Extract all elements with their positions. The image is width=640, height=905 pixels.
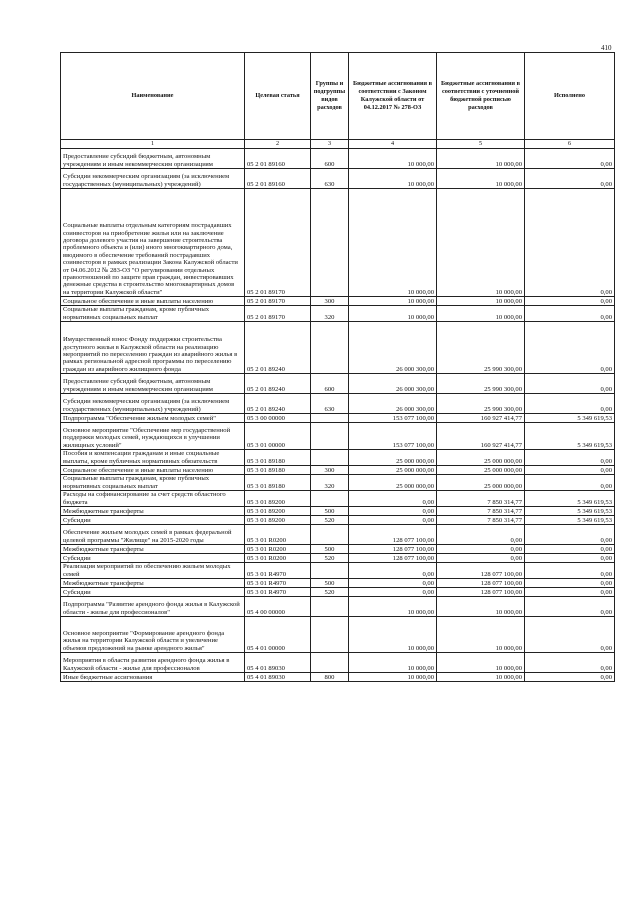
row-executed-amount-cell: 5 349 619,53 bbox=[525, 423, 615, 450]
row-law-amount-cell: 0,00 bbox=[349, 507, 437, 516]
row-executed-amount-cell: 0,00 bbox=[525, 563, 615, 579]
header-code: Целевая статья bbox=[245, 53, 311, 140]
row-executed-amount-cell: 0,00 bbox=[525, 545, 615, 554]
row-law-amount-cell: 10 000,00 bbox=[349, 149, 437, 169]
column-number: 6 bbox=[525, 140, 615, 149]
row-executed-amount-cell: 5 349 619,53 bbox=[525, 507, 615, 516]
row-group-cell bbox=[311, 414, 349, 423]
row-executed-amount-cell: 0,00 bbox=[525, 617, 615, 653]
table-row bbox=[61, 673, 615, 682]
table-row bbox=[61, 374, 615, 394]
row-executed-amount-cell: 0,00 bbox=[525, 149, 615, 169]
row-refined-amount-cell: 7 850 314,77 bbox=[437, 516, 525, 525]
row-name-cell: Подпрограмма "Развитие арендного фонда жилья в Калужской области - жилье для профессионалов" bbox=[61, 597, 245, 617]
row-executed-amount-cell: 0,00 bbox=[525, 189, 615, 297]
row-group-cell: 800 bbox=[311, 673, 349, 682]
row-executed-amount-cell: 0,00 bbox=[525, 322, 615, 374]
table-row bbox=[61, 617, 615, 653]
table-body bbox=[61, 149, 615, 682]
row-law-amount-cell: 128 077 100,00 bbox=[349, 545, 437, 554]
row-law-amount-cell: 10 000,00 bbox=[349, 673, 437, 682]
row-name-cell: Подпрограмма "Обеспечение жильем молодых семей" bbox=[61, 414, 245, 423]
row-name-cell: Социальные выплаты отдельным категориям пострадавших соинвесторов на приобретение жилья или на заключение договора долевого участия на завершение строительства проблемного объекта и (или) иного многоквартирного дома, вводимого в обеспечение требований пострадавших соинвесторов в рамках реализации Закона Калужской области от 04.06.2012 № 283-ОЗ "О регулировании отдельных правоотношений по защите прав граждан, инвестировавших денежные средства в строительство многоквартирных домов на территории Калужской области" bbox=[61, 189, 245, 297]
row-code-cell: 05 3 01 R0200 bbox=[245, 554, 311, 563]
table-row bbox=[61, 545, 615, 554]
row-refined-amount-cell: 0,00 bbox=[437, 554, 525, 563]
header-executed: Исполнено bbox=[525, 53, 615, 140]
row-name-cell: Иные бюджетные ассигнования bbox=[61, 673, 245, 682]
row-law-amount-cell: 153 077 100,00 bbox=[349, 414, 437, 423]
row-executed-amount-cell: 5 349 619,53 bbox=[525, 414, 615, 423]
row-group-cell bbox=[311, 563, 349, 579]
row-law-amount-cell: 10 000,00 bbox=[349, 189, 437, 297]
row-refined-amount-cell: 25 000 000,00 bbox=[437, 450, 525, 466]
row-refined-amount-cell: 10 000,00 bbox=[437, 306, 525, 322]
row-refined-amount-cell: 7 850 314,77 bbox=[437, 507, 525, 516]
row-refined-amount-cell: 0,00 bbox=[437, 545, 525, 554]
row-law-amount-cell: 128 077 100,00 bbox=[349, 525, 437, 545]
row-code-cell: 05 3 01 00000 bbox=[245, 423, 311, 450]
row-name-cell: Основное мероприятие "Обеспечение мер государственной поддержки молодых семей, нуждающихся в улучшении жилищных условий" bbox=[61, 423, 245, 450]
row-name-cell: Социальные выплаты гражданам, кроме публичных нормативных социальных выплат bbox=[61, 475, 245, 491]
row-law-amount-cell: 26 000 300,00 bbox=[349, 374, 437, 394]
row-law-amount-cell: 0,00 bbox=[349, 516, 437, 525]
row-name-cell: Субсидии bbox=[61, 554, 245, 563]
row-executed-amount-cell: 0,00 bbox=[525, 673, 615, 682]
row-code-cell: 05 2 01 89160 bbox=[245, 149, 311, 169]
row-code-cell: 05 4 00 00000 bbox=[245, 597, 311, 617]
row-law-amount-cell: 10 000,00 bbox=[349, 297, 437, 306]
row-executed-amount-cell: 0,00 bbox=[525, 450, 615, 466]
row-law-amount-cell: 0,00 bbox=[349, 588, 437, 597]
row-refined-amount-cell: 10 000,00 bbox=[437, 169, 525, 189]
row-group-cell bbox=[311, 450, 349, 466]
row-law-amount-cell: 26 000 300,00 bbox=[349, 394, 437, 414]
row-code-cell: 05 3 01 R4970 bbox=[245, 563, 311, 579]
header-group: Группы и подгруппы видов расходов bbox=[311, 53, 349, 140]
row-law-amount-cell: 0,00 bbox=[349, 491, 437, 507]
row-group-cell: 520 bbox=[311, 588, 349, 597]
row-code-cell: 05 2 01 89240 bbox=[245, 394, 311, 414]
row-executed-amount-cell: 0,00 bbox=[525, 475, 615, 491]
row-code-cell: 05 4 01 00000 bbox=[245, 617, 311, 653]
row-name-cell: Социальное обеспечение и иные выплаты населению bbox=[61, 297, 245, 306]
row-executed-amount-cell: 0,00 bbox=[525, 554, 615, 563]
table-row bbox=[61, 306, 615, 322]
row-name-cell: Расходы на софинансирование за счет средств областного бюджета bbox=[61, 491, 245, 507]
row-law-amount-cell: 0,00 bbox=[349, 579, 437, 588]
column-number: 1 bbox=[61, 140, 245, 149]
header-refined: Бюджетные ассигнования в соответствии с уточненной бюджетной росписью расходов bbox=[437, 53, 525, 140]
row-law-amount-cell: 25 000 000,00 bbox=[349, 466, 437, 475]
table-row bbox=[61, 475, 615, 491]
row-group-cell: 320 bbox=[311, 306, 349, 322]
row-code-cell: 05 3 01 R0200 bbox=[245, 545, 311, 554]
table-row bbox=[61, 525, 615, 545]
row-law-amount-cell: 0,00 bbox=[349, 563, 437, 579]
row-group-cell bbox=[311, 617, 349, 653]
row-code-cell: 05 2 01 89160 bbox=[245, 169, 311, 189]
row-refined-amount-cell: 25 000 000,00 bbox=[437, 466, 525, 475]
row-name-cell: Пособия и компенсации гражданам и иные социальные выплаты, кроме публичных нормативных обязательств bbox=[61, 450, 245, 466]
row-group-cell bbox=[311, 653, 349, 673]
row-group-cell bbox=[311, 423, 349, 450]
row-code-cell: 05 3 01 R0200 bbox=[245, 525, 311, 545]
row-refined-amount-cell: 128 077 100,00 bbox=[437, 579, 525, 588]
row-refined-amount-cell: 160 927 414,77 bbox=[437, 414, 525, 423]
row-refined-amount-cell: 10 000,00 bbox=[437, 617, 525, 653]
table-row bbox=[61, 297, 615, 306]
table-row bbox=[61, 579, 615, 588]
row-name-cell: Основное мероприятие "Формирование арендного фонда жилья на территории Калужской области и увеличение объемов предложений на рынке арендного жилья" bbox=[61, 617, 245, 653]
table-row bbox=[61, 516, 615, 525]
row-law-amount-cell: 25 000 000,00 bbox=[349, 475, 437, 491]
row-group-cell: 600 bbox=[311, 149, 349, 169]
table-row bbox=[61, 588, 615, 597]
column-number: 5 bbox=[437, 140, 525, 149]
table-row bbox=[61, 507, 615, 516]
row-name-cell: Субсидии некоммерческим организациям (за исключением государственных (муниципальных) учреждений) bbox=[61, 169, 245, 189]
row-group-cell: 600 bbox=[311, 374, 349, 394]
row-name-cell: Межбюджетные трансферты bbox=[61, 579, 245, 588]
row-group-cell: 300 bbox=[311, 466, 349, 475]
row-executed-amount-cell: 0,00 bbox=[525, 374, 615, 394]
budget-table bbox=[60, 52, 615, 682]
table-row bbox=[61, 149, 615, 169]
row-code-cell: 05 3 01 R4970 bbox=[245, 579, 311, 588]
row-group-cell bbox=[311, 322, 349, 374]
row-name-cell: Предоставление субсидий бюджетным, автономным учреждениям и иным некоммерческим организациям bbox=[61, 149, 245, 169]
row-group-cell: 320 bbox=[311, 475, 349, 491]
row-executed-amount-cell: 0,00 bbox=[525, 588, 615, 597]
column-number: 4 bbox=[349, 140, 437, 149]
row-executed-amount-cell: 0,00 bbox=[525, 306, 615, 322]
row-executed-amount-cell: 0,00 bbox=[525, 653, 615, 673]
row-executed-amount-cell: 0,00 bbox=[525, 579, 615, 588]
row-executed-amount-cell: 0,00 bbox=[525, 394, 615, 414]
table-row bbox=[61, 450, 615, 466]
table-row bbox=[61, 563, 615, 579]
table-row bbox=[61, 554, 615, 563]
row-law-amount-cell: 128 077 100,00 bbox=[349, 554, 437, 563]
row-refined-amount-cell: 128 077 100,00 bbox=[437, 563, 525, 579]
row-refined-amount-cell: 10 000,00 bbox=[437, 673, 525, 682]
row-executed-amount-cell: 0,00 bbox=[525, 297, 615, 306]
row-name-cell: Реализация мероприятий по обеспечению жильем молодых семей bbox=[61, 563, 245, 579]
row-group-cell: 500 bbox=[311, 545, 349, 554]
row-code-cell: 05 3 01 89180 bbox=[245, 450, 311, 466]
row-name-cell: Обеспечение жильем молодых семей в рамках федеральной целевой программы "Жилище" на 2015-2020 годы bbox=[61, 525, 245, 545]
row-code-cell: 05 2 01 89170 bbox=[245, 189, 311, 297]
row-law-amount-cell: 10 000,00 bbox=[349, 617, 437, 653]
row-refined-amount-cell: 10 000,00 bbox=[437, 653, 525, 673]
row-code-cell: 05 2 01 89240 bbox=[245, 322, 311, 374]
row-name-cell: Предоставление субсидий бюджетным, автономным учреждениям и иным некоммерческим организациям bbox=[61, 374, 245, 394]
row-code-cell: 05 3 01 89180 bbox=[245, 475, 311, 491]
row-refined-amount-cell: 128 077 100,00 bbox=[437, 588, 525, 597]
row-group-cell: 520 bbox=[311, 516, 349, 525]
table-row bbox=[61, 322, 615, 374]
header-name: Наименование bbox=[61, 53, 245, 140]
row-refined-amount-cell: 25 990 300,00 bbox=[437, 322, 525, 374]
table-row bbox=[61, 189, 615, 297]
column-number: 2 bbox=[245, 140, 311, 149]
column-number: 3 bbox=[311, 140, 349, 149]
row-law-amount-cell: 10 000,00 bbox=[349, 653, 437, 673]
row-code-cell: 05 2 01 89240 bbox=[245, 374, 311, 394]
row-law-amount-cell: 153 077 100,00 bbox=[349, 423, 437, 450]
row-code-cell: 05 3 01 R4970 bbox=[245, 588, 311, 597]
row-name-cell: Межбюджетные трансферты bbox=[61, 507, 245, 516]
row-group-cell bbox=[311, 525, 349, 545]
row-refined-amount-cell: 25 000 000,00 bbox=[437, 475, 525, 491]
row-executed-amount-cell: 5 349 619,53 bbox=[525, 516, 615, 525]
header-law: Бюджетные ассигнования в соответствии с Законом Калужской области от 04.12.2017 № 278-ОЗ bbox=[349, 53, 437, 140]
row-refined-amount-cell: 10 000,00 bbox=[437, 297, 525, 306]
page-number: 410 bbox=[601, 44, 612, 52]
row-refined-amount-cell: 10 000,00 bbox=[437, 597, 525, 617]
row-group-cell bbox=[311, 491, 349, 507]
row-code-cell: 05 3 00 00000 bbox=[245, 414, 311, 423]
row-code-cell: 05 4 01 89030 bbox=[245, 653, 311, 673]
row-code-cell: 05 3 01 89180 bbox=[245, 466, 311, 475]
row-executed-amount-cell: 0,00 bbox=[525, 169, 615, 189]
row-refined-amount-cell: 0,00 bbox=[437, 525, 525, 545]
row-law-amount-cell: 10 000,00 bbox=[349, 306, 437, 322]
row-group-cell bbox=[311, 597, 349, 617]
row-group-cell: 500 bbox=[311, 507, 349, 516]
row-name-cell: Мероприятия в области развития арендного фонда жилья в Калужской области - жилье для профессионалов bbox=[61, 653, 245, 673]
row-executed-amount-cell: 5 349 619,53 bbox=[525, 491, 615, 507]
table-row bbox=[61, 466, 615, 475]
row-group-cell: 630 bbox=[311, 394, 349, 414]
row-group-cell: 520 bbox=[311, 554, 349, 563]
row-law-amount-cell: 25 000 000,00 bbox=[349, 450, 437, 466]
row-refined-amount-cell: 10 000,00 bbox=[437, 149, 525, 169]
row-group-cell: 630 bbox=[311, 169, 349, 189]
table-row bbox=[61, 597, 615, 617]
row-code-cell: 05 3 01 89200 bbox=[245, 491, 311, 507]
table-row bbox=[61, 491, 615, 507]
row-executed-amount-cell: 0,00 bbox=[525, 525, 615, 545]
row-code-cell: 05 4 01 89030 bbox=[245, 673, 311, 682]
table-row bbox=[61, 653, 615, 673]
row-group-cell bbox=[311, 189, 349, 297]
row-group-cell: 300 bbox=[311, 297, 349, 306]
row-law-amount-cell: 26 000 300,00 bbox=[349, 322, 437, 374]
row-refined-amount-cell: 25 990 300,00 bbox=[437, 374, 525, 394]
row-code-cell: 05 2 01 89170 bbox=[245, 297, 311, 306]
row-code-cell: 05 3 01 89200 bbox=[245, 507, 311, 516]
row-executed-amount-cell: 0,00 bbox=[525, 466, 615, 475]
row-law-amount-cell: 10 000,00 bbox=[349, 169, 437, 189]
table-header-row bbox=[61, 53, 615, 140]
row-name-cell: Субсидии некоммерческим организациям (за исключением государственных (муниципальных) учреждений) bbox=[61, 394, 245, 414]
row-code-cell: 05 2 01 89170 bbox=[245, 306, 311, 322]
row-group-cell: 500 bbox=[311, 579, 349, 588]
table-row bbox=[61, 423, 615, 450]
row-name-cell: Субсидии bbox=[61, 516, 245, 525]
table-row bbox=[61, 169, 615, 189]
row-executed-amount-cell: 0,00 bbox=[525, 597, 615, 617]
row-law-amount-cell: 10 000,00 bbox=[349, 597, 437, 617]
row-refined-amount-cell: 7 850 314,77 bbox=[437, 491, 525, 507]
row-refined-amount-cell: 10 000,00 bbox=[437, 189, 525, 297]
table-row bbox=[61, 394, 615, 414]
row-refined-amount-cell: 160 927 414,77 bbox=[437, 423, 525, 450]
table-row bbox=[61, 414, 615, 423]
row-name-cell: Имущественный взнос Фонду поддержки строительства доступного жилья в Калужской области на реализацию мероприятий по переселению граждан из аварийного жилья в рамках региональной адресной программы по переселению граждан из аварийного жилищного фонда bbox=[61, 322, 245, 374]
row-name-cell: Социальное обеспечение и иные выплаты населению bbox=[61, 466, 245, 475]
row-code-cell: 05 3 01 89200 bbox=[245, 516, 311, 525]
row-refined-amount-cell: 25 990 300,00 bbox=[437, 394, 525, 414]
row-name-cell: Социальные выплаты гражданам, кроме публичных нормативных социальных выплат bbox=[61, 306, 245, 322]
row-name-cell: Межбюджетные трансферты bbox=[61, 545, 245, 554]
column-number-row bbox=[61, 140, 615, 149]
row-name-cell: Субсидии bbox=[61, 588, 245, 597]
